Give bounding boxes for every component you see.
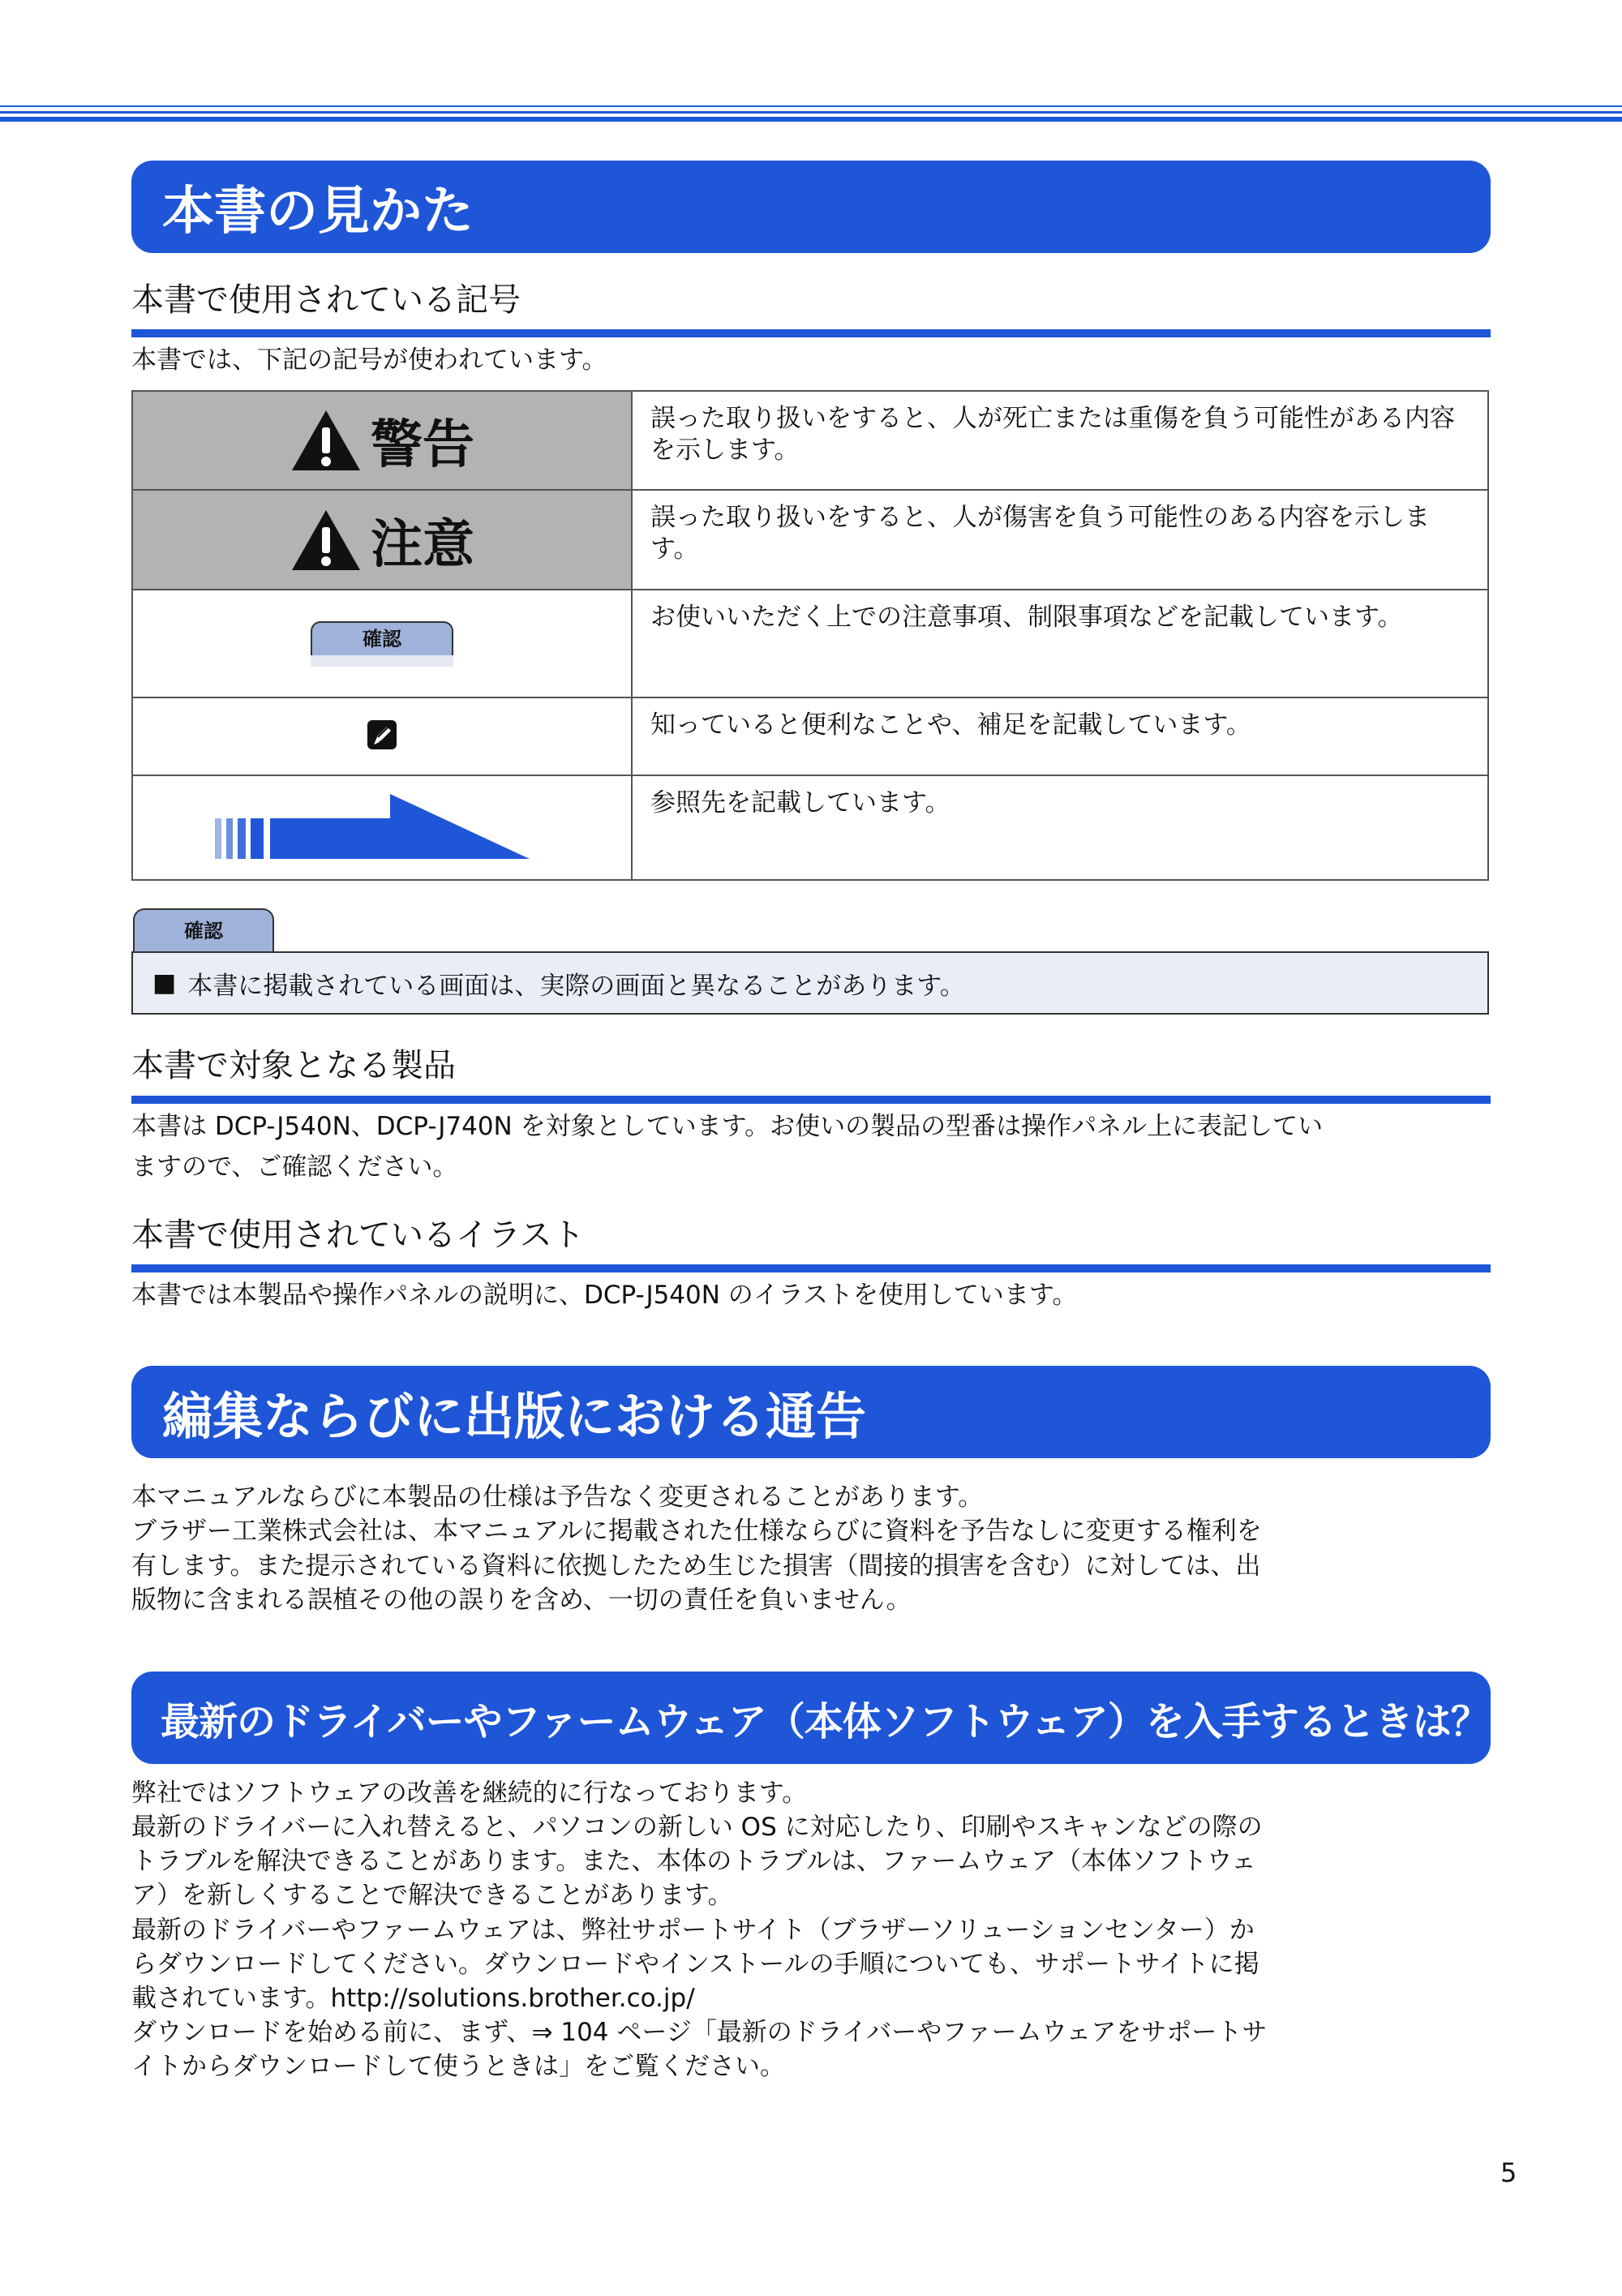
notice-line: 有します。また提示されている資料に依拠したため生じた損害（間接的損害を含む）に対しては、出: [131, 1551, 1261, 1581]
page-number: 5: [1500, 2157, 1517, 2188]
firmware-line: 載されています。http://solutions.brother.co.jp/: [131, 1983, 695, 2013]
products-line-1: 本書は DCP-J540N、DCP-J740N を対象としています。お使いの製品の型番は操作パネル上に表記してい: [131, 1112, 1324, 1141]
symbol-cell: [132, 590, 632, 697]
table-row: [132, 590, 1488, 697]
section-banner-firmware: [131, 1672, 1491, 1764]
header-rules: [0, 105, 1622, 122]
section-banner-how-to-read: [131, 161, 1491, 253]
caution-label: 注意: [371, 514, 474, 575]
symbol-description: 知っていると便利なことや、補足を記載しています。: [632, 697, 1488, 775]
symbol-cell: [132, 391, 632, 490]
table-row: [132, 391, 1488, 490]
firmware-line: 最新のドライバーに入れ替えると、パソコンの新しい OS に対応したり、印刷やスキャンなどの際の: [131, 1813, 1263, 1843]
firmware-line: ダウンロードを始める前に、まず、⇒ 104 ページ「最新のドライバーやファームウェアをサポートサ: [131, 2018, 1268, 2048]
symbol-description: 参照先を記載しています。: [632, 775, 1488, 880]
warning-label: 警告: [371, 415, 474, 475]
banner-title: 最新のドライバーやファームウェア（本体ソフトウェア）を入手するときは？: [161, 1698, 1489, 1745]
section-title-products: 本書で対象となる製品: [131, 1047, 456, 1084]
confirm-note-box: [131, 951, 1489, 1015]
confirm-tab-icon: [133, 908, 274, 953]
symbol-description: 誤った取り扱いをすると、人が傷害を負う可能性のある内容を示します。: [632, 490, 1488, 590]
notice-line: 本マニュアルならびに本製品の仕様は予告なく変更されることがあります。: [131, 1483, 984, 1512]
reference-arrow-icon: [212, 786, 552, 867]
confirm-tab-label: 確認: [363, 627, 401, 650]
firmware-line: ア）を新しくすることで解決できることがあります。: [131, 1881, 733, 1911]
section-rule: [131, 329, 1491, 337]
warning-triangle-icon: [290, 508, 363, 573]
symbol-description: お使いいただく上での注意事項、制限事項などを記載しています。: [632, 590, 1488, 697]
firmware-line: トラブルを解決できることがあります。また、本体のトラブルは、ファームウェア（本体ソフトウェ: [131, 1847, 1256, 1877]
symbol-description: 誤った取り扱いをすると、人が死亡または重傷を負う可能性がある内容を示します。: [632, 391, 1488, 490]
firmware-line: イトからダウンロードして使うときは」をご覧ください。: [131, 2052, 785, 2082]
confirm-tab-base: [311, 655, 453, 667]
symbol-cell: [132, 490, 632, 590]
notice-line: 版物に含まれる誤植その他の誤りを含め、一切の責任を負いません。: [131, 1586, 912, 1616]
warning-triangle-icon: [290, 408, 363, 473]
firmware-paragraph: [131, 1776, 1491, 2084]
memo-pencil-icon: [366, 719, 398, 751]
firmware-line: らダウンロードしてください。ダウンロードやインストールの手順についても、サポートサイトに掲: [131, 1949, 1259, 1979]
notice-paragraph: [131, 1480, 1491, 1618]
section-rule: [131, 1096, 1491, 1104]
confirm-tab-icon: [311, 621, 453, 655]
section-title-illustrations: 本書で使用されているイラスト: [131, 1217, 585, 1254]
table-row: [132, 490, 1488, 590]
products-line-2: ますので、ご確認ください。: [131, 1152, 458, 1182]
banner-title: 編集ならびに出版における通告: [162, 1386, 867, 1446]
firmware-line: 弊社ではソフトウェアの改善を継続的に行なっております。: [131, 1779, 808, 1808]
section-title-symbols: 本書で使用されている記号: [131, 281, 521, 319]
confirm-tab-label: 確認: [184, 920, 223, 942]
symbols-intro: 本書では、下記の記号が使われています。: [131, 345, 607, 375]
symbol-cell: [132, 697, 632, 775]
table-row: [132, 697, 1488, 775]
firmware-line: 最新のドライバーやファームウェアは、弊社サポートサイト（ブラザーソリューションセンター）か: [131, 1915, 1255, 1945]
illustrations-text: 本書では本製品や操作パネルの説明に、DCP-J540N のイラストを使用しています。: [131, 1281, 1078, 1310]
bullet-square-icon: ■: [152, 968, 177, 998]
banner-title: 本書の見かた: [162, 182, 474, 242]
notice-line: ブラザー工業株式会社は、本マニュアルに掲載された仕様ならびに資料を予告なしに変更する権利を: [131, 1517, 1262, 1547]
confirm-note-text: 本書に掲載されている画面は、実際の画面と異なることがあります。: [187, 971, 965, 1001]
section-banner-notice: [131, 1366, 1491, 1458]
table-row: [132, 775, 1488, 880]
section-rule: [131, 1264, 1491, 1272]
symbol-cell: [132, 775, 632, 880]
symbol-table: [131, 390, 1489, 881]
